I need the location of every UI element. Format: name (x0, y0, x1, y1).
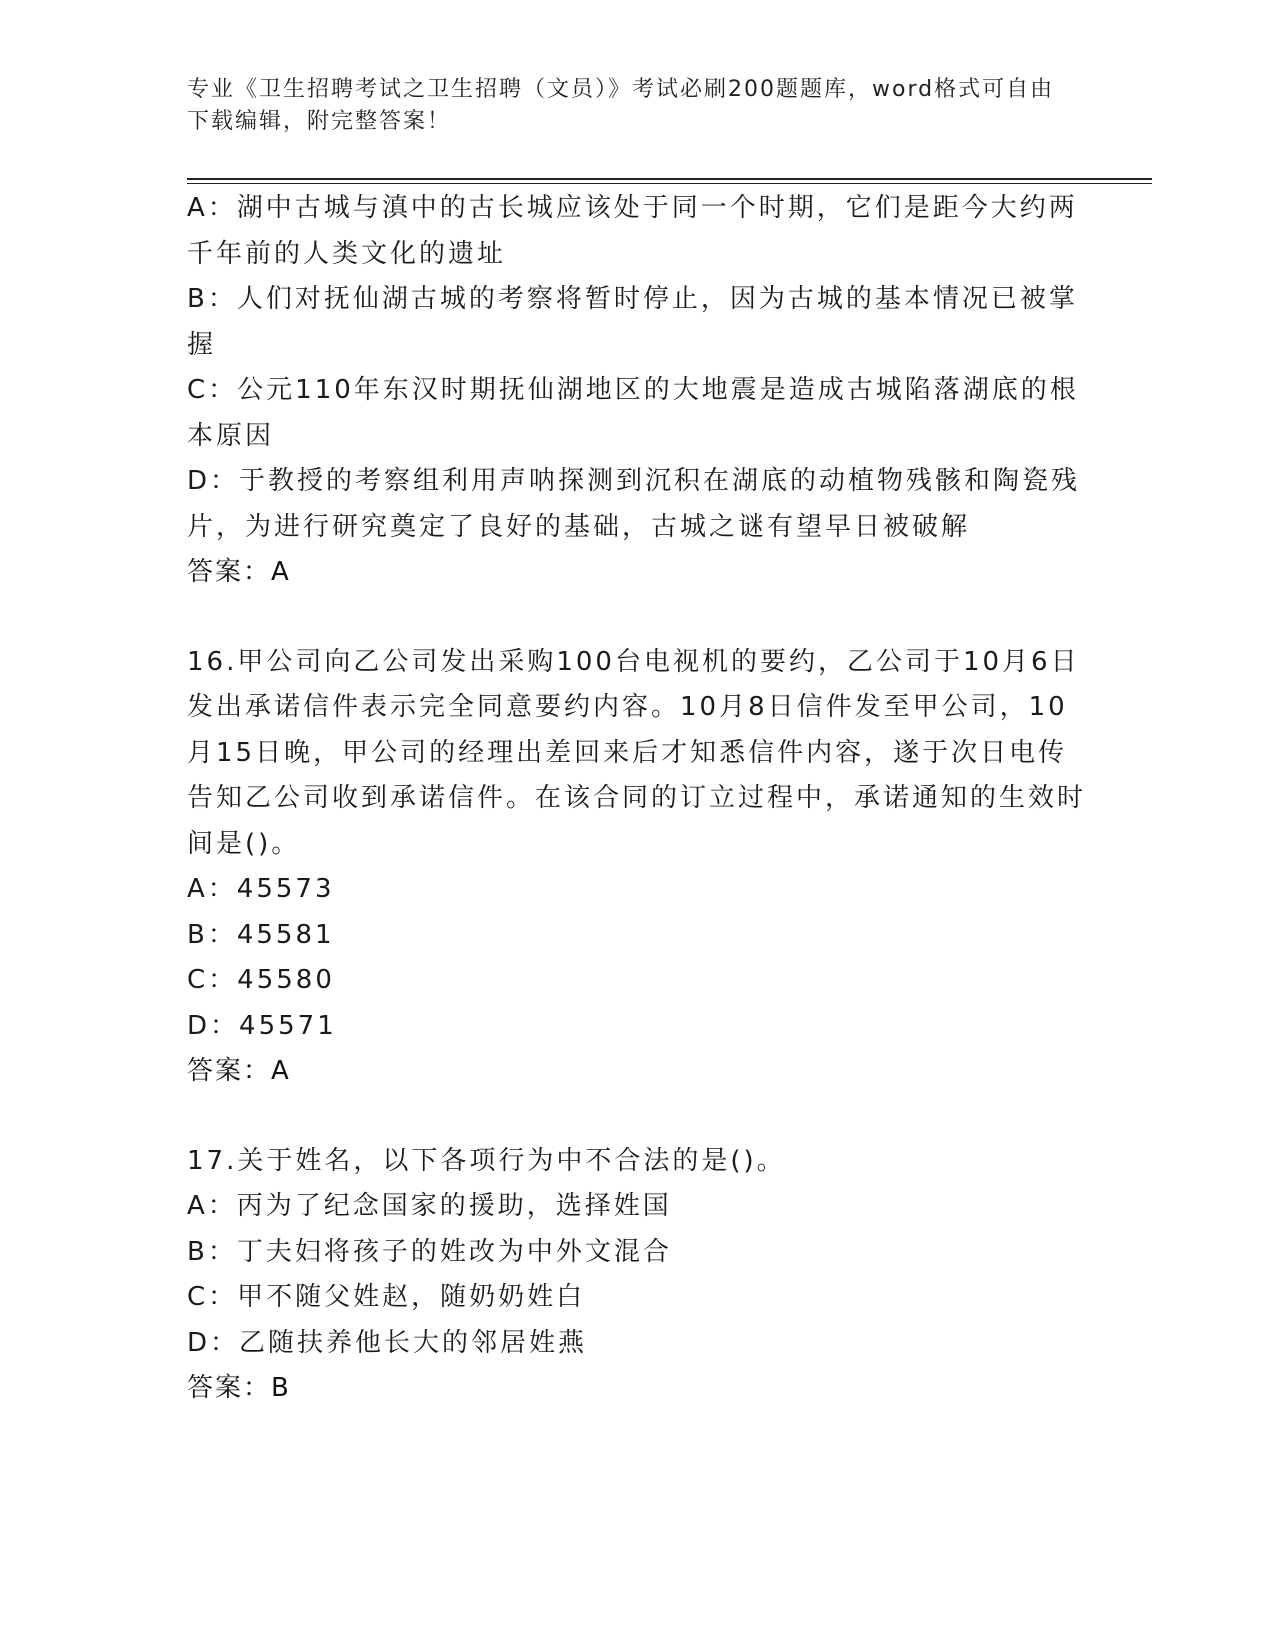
option-c: C：45580 (187, 965, 335, 995)
option-c: C：公元110年东汉时期抚仙湖地区的大地震是造成古城陷落湖底的根本原因 (187, 375, 1079, 451)
option-a: A：45573 (187, 874, 335, 904)
option-c: C：甲不随父姓赵，随奶奶姓白 (187, 1282, 586, 1312)
question-17-block (187, 1139, 1087, 1412)
option-a: A：丙为了纪念国家的援助，选择姓国 (187, 1191, 672, 1221)
option-d: D：于教授的考察组利用声呐探测到沉积在湖底的动植物残骸和陶瓷残片，为进行研究奠定了良好的基础，古城之谜有望早日被破解 (187, 466, 1081, 542)
option-a: A：湖中古城与滇中的古长城应该处于同一个时期，它们是距今大约两千年前的人类文化的遗址 (187, 193, 1078, 269)
answer-line: 答案：A (187, 1056, 291, 1086)
answer-line: 答案：A (187, 557, 291, 587)
option-b: B：45581 (187, 919, 335, 950)
question-16-block (187, 640, 1087, 1095)
option-d: D：乙随扶养他长大的邻居姓燕 (187, 1327, 588, 1358)
document-header: 专业《卫生招聘考试之卫生招聘（文员）》考试必刷200题题库，word格式可自由下载编辑，附完整答案！ (187, 77, 1055, 134)
question-content (187, 186, 1087, 1412)
header-rule-thin (187, 183, 1152, 184)
option-d: D：45571 (187, 1010, 337, 1041)
header-rule-thick (187, 178, 1152, 180)
option-b: B：人们对抚仙湖古城的考察将暂时停止，因为古城的基本情况已被掌握 (187, 284, 1078, 360)
prev-question-block (187, 186, 1087, 596)
answer-line: 答案：B (187, 1373, 291, 1403)
question-stem: 17.关于姓名，以下各项行为中不合法的是()。 (187, 1145, 786, 1176)
option-b: B：丁夫妇将孩子的姓改为中外文混合 (187, 1236, 672, 1267)
question-stem: 16.甲公司向乙公司发出采购100台电视机的要约，乙公司于10月6日发出承诺信件表示完全同意要约内容。10月8日信件发至甲公司，10月15日晚，甲公司的经理出差回来后才知悉信件内容，遂于次日电传告知乙公司收到承诺信件。在该合同的订立过程中，承诺通知的生效时间是()。 (187, 646, 1087, 859)
